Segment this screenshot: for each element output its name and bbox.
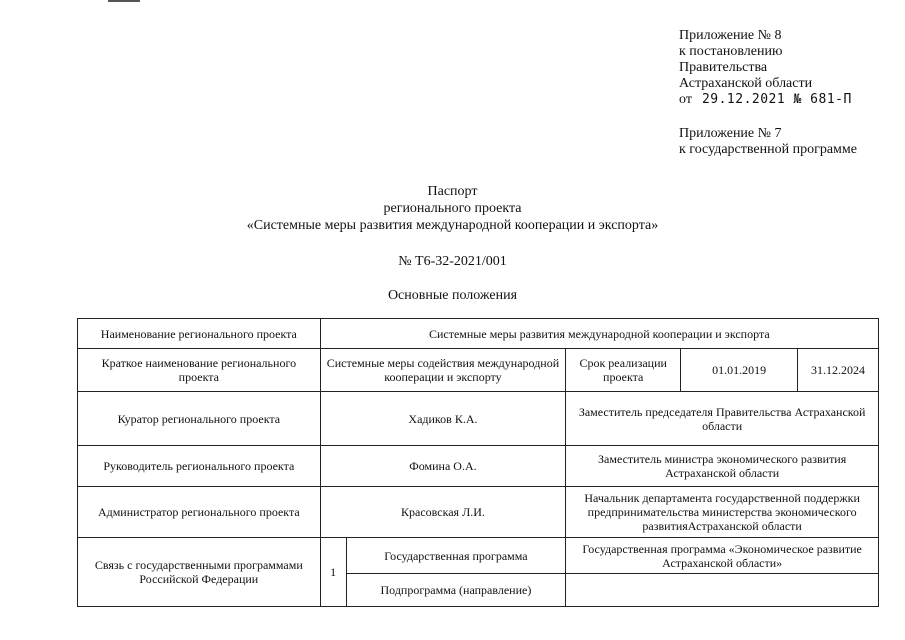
appendix-8-label: Приложение № 8 bbox=[679, 28, 782, 43]
table-row bbox=[78, 487, 879, 538]
government-label: Правительства bbox=[679, 60, 768, 75]
date-prefix: от bbox=[679, 92, 692, 107]
resolution-date-number: 29.12.2021 № 681-П bbox=[701, 92, 852, 107]
region-label: Астраханской области bbox=[679, 76, 813, 91]
curator-position: Заместитель председателя Правительства Астраханской области bbox=[566, 392, 879, 446]
project-number: № Т6-32-2021/001 bbox=[398, 254, 507, 269]
table-row bbox=[78, 446, 879, 487]
curator-label: Куратор регионального проекта bbox=[78, 392, 321, 446]
project-name-value: Системные меры развития международной кооперации и экспорта bbox=[320, 319, 878, 349]
passport-table bbox=[77, 318, 879, 607]
title-line-3: «Системные меры развития международной кооперации и экспорта» bbox=[246, 218, 659, 233]
head-position: Заместитель министра экономического развития Астраханской области bbox=[566, 446, 879, 487]
program-link-index: 1 bbox=[320, 538, 346, 607]
section-heading: Основные положения bbox=[387, 288, 518, 303]
term-label: Срок реализации проекта bbox=[566, 349, 681, 392]
title-line-1: Паспорт bbox=[427, 184, 478, 199]
head-label: Руководитель регионального проекта bbox=[78, 446, 321, 487]
program-link-label: Связь с государственными программами Российской Федерации bbox=[78, 538, 321, 607]
subprogram-value bbox=[566, 574, 879, 607]
table-row bbox=[78, 349, 879, 392]
state-program-label: Государственная программа bbox=[346, 538, 566, 574]
table-row bbox=[78, 392, 879, 446]
term-end: 31.12.2024 bbox=[798, 349, 879, 392]
table-row bbox=[78, 538, 879, 574]
subprogram-label: Подпрограмма (направление) bbox=[346, 574, 566, 607]
state-program-value: Государственная программа «Экономическое развитие Астраханской области» bbox=[566, 538, 879, 574]
title-line-2: регионального проекта bbox=[383, 201, 522, 216]
administrator-label: Администратор регионального проекта bbox=[78, 487, 321, 538]
term-start: 01.01.2019 bbox=[681, 349, 798, 392]
administrator-name: Красовская Л.И. bbox=[320, 487, 566, 538]
head-name: Фомина О.А. bbox=[320, 446, 566, 487]
approval-header bbox=[679, 28, 857, 158]
short-name-label: Краткое наименование регионального проекта bbox=[78, 349, 321, 392]
curator-name: Хадиков К.А. bbox=[320, 392, 566, 446]
project-name-label: Наименование регионального проекта bbox=[78, 319, 321, 349]
administrator-position: Начальник департамента государственной поддержки предпринимательства министерства экономического развитияАстраханской области bbox=[566, 487, 879, 538]
program-label: к государственной программе bbox=[679, 142, 857, 157]
resolution-date-line bbox=[679, 92, 857, 108]
short-name-value: Системные меры содействия международной кооперации и экспорту bbox=[320, 349, 566, 392]
table-row bbox=[78, 319, 879, 349]
appendix-7-label: Приложение № 7 bbox=[679, 126, 782, 141]
resolution-label: к постановлению bbox=[679, 44, 783, 59]
document-title bbox=[0, 183, 905, 234]
scan-artifact bbox=[108, 0, 140, 2]
